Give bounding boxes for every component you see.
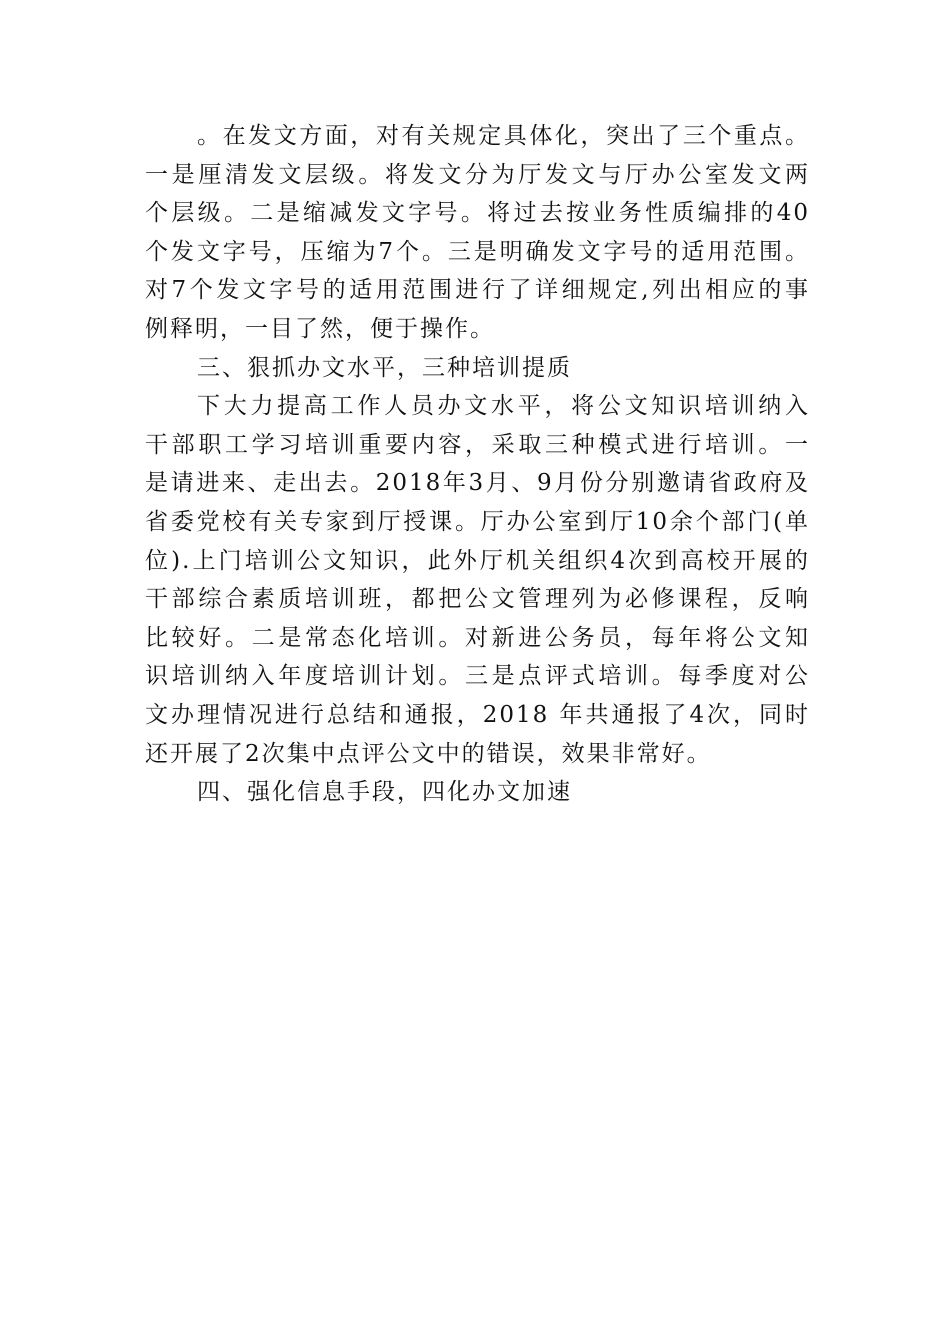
paragraph-line: 识培训纳入年度培训计划。三是点评式培训。每季度对公 — [145, 663, 810, 690]
paragraph-line: 一是厘清发文层级。将发文分为厅发文与厅办公室发文两 — [145, 161, 810, 188]
paragraph-line: 还开展了2次集中点评公文中的错误，效果非常好。 — [145, 740, 712, 767]
paragraph-line: 例释明，一目了然，便于操作。 — [145, 315, 495, 342]
paragraph-line: 干部职工学习培训重要内容，采取三种模式进行培训。一 — [145, 431, 810, 458]
paragraph-line: 比较好。二是常态化培训。对新进公务员，每年将公文知 — [145, 624, 810, 651]
paragraph-line: 个发文字号，压缩为7个。三是明确发文字号的适用范围。 — [145, 238, 810, 265]
section-heading-3: 三、狠抓办文水平，三种培训提质 — [197, 354, 572, 381]
paragraph-line: 省委党校有关专家到厅授课。厅办公室到厅10余个部门(单 — [145, 508, 810, 535]
paragraph-line: 。在发文方面，对有关规定具体化，突出了三个重点。 — [197, 123, 810, 149]
paragraph-line: 是请进来、走出去。2018年3月、9月份分别邀请省政府及 — [145, 470, 810, 497]
paragraph-line: 文办理情况进行总结和通报，2018 年共通报了4次，同时 — [145, 701, 810, 728]
paragraph-line: 位).上门培训公文知识，此外厅机关组织4次到高校开展的 — [145, 547, 810, 574]
section-heading-4: 四、强化信息手段，四化办文加速 — [197, 779, 572, 806]
document-body — [145, 117, 810, 812]
paragraph-line: 个层级。二是缩减发文字号。将过去按业务性质编排的40 — [145, 200, 810, 227]
paragraph-line: 下大力提高工作人员办文水平，将公文知识培训纳入 — [197, 393, 810, 420]
paragraph-line: 干部综合素质培训班，都把公文管理列为必修课程，反响 — [145, 586, 810, 613]
paragraph-line: 对7个发文字号的适用范围进行了详细规定,列出相应的事 — [145, 277, 810, 304]
